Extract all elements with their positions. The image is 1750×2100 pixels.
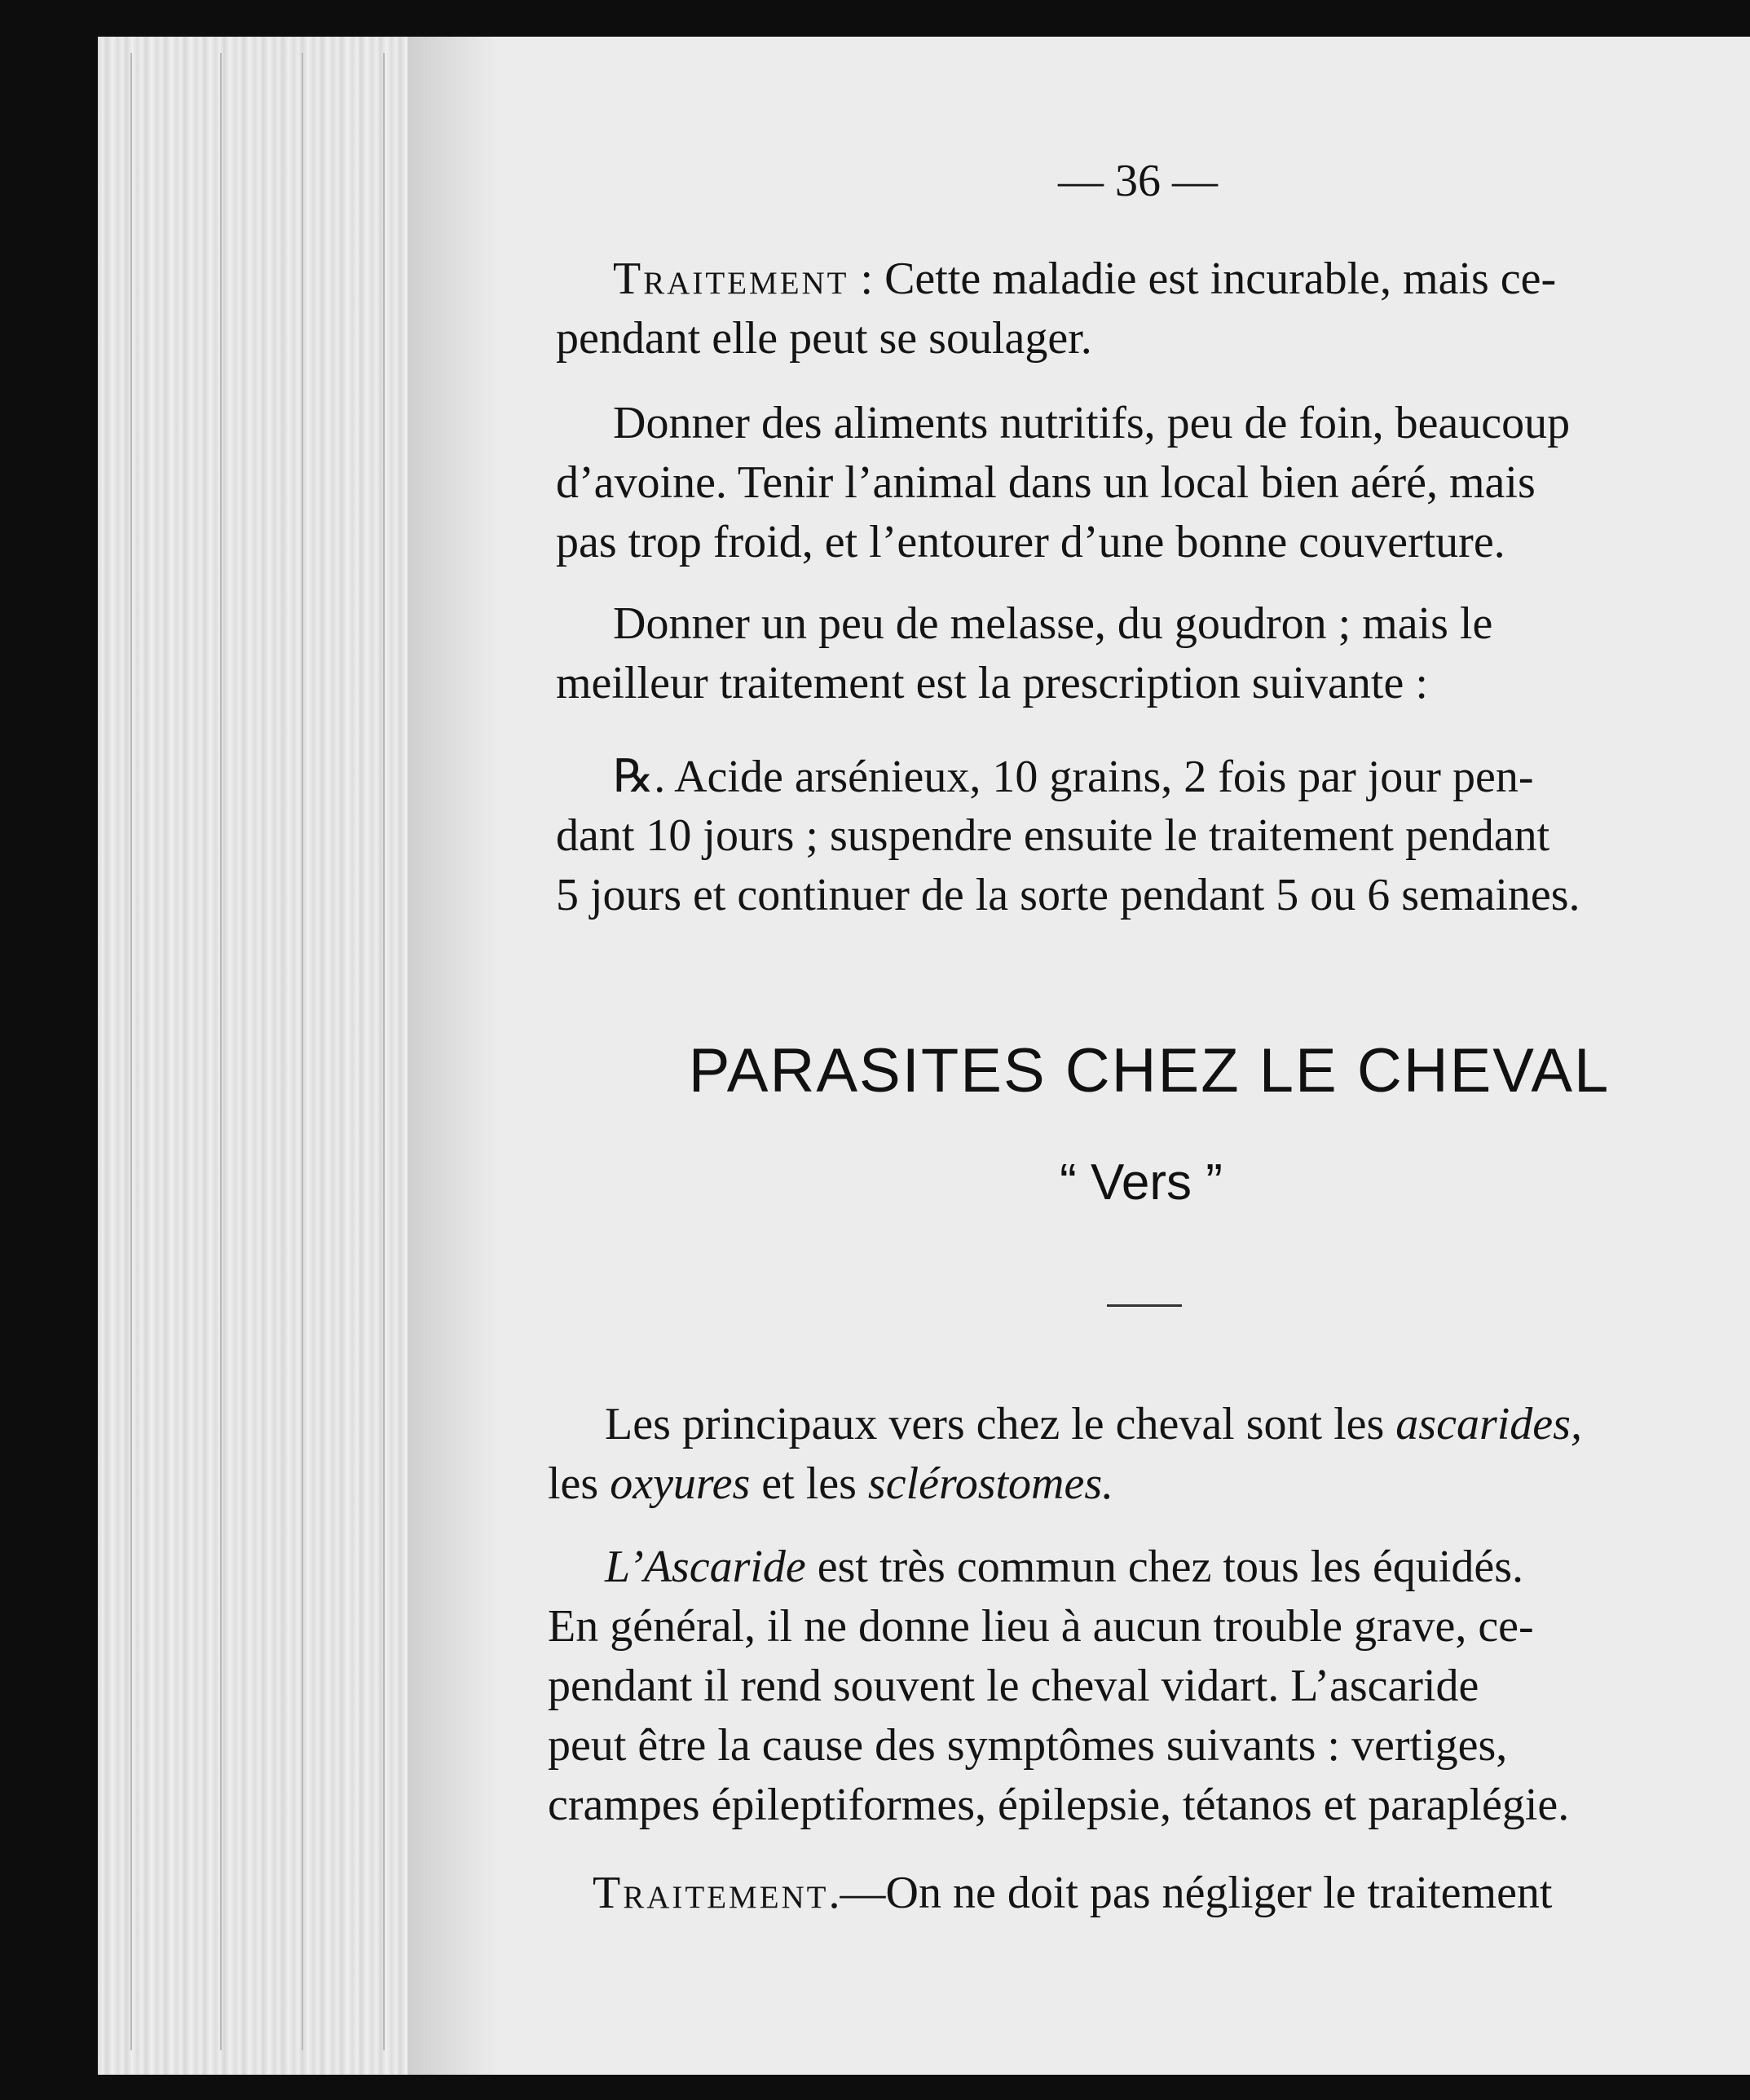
ascaride-line: peut être la cause des symptômes suivants : vertiges, — [548, 1720, 1508, 1771]
ascaride-line: crampes épileptiformes, épilepsie, tétanos et paraplégie. — [548, 1780, 1570, 1830]
prescription-line: 5 jours et continuer de la sorte pendant 5 ou 6 semaines. — [556, 870, 1580, 920]
gutter-shadow — [408, 37, 497, 2075]
treatment-line-1 — [613, 253, 1556, 305]
prescription-line: dant 10 jours ; suspendre ensuite le traitement pendant — [556, 810, 1550, 861]
ascaride-text: est très commun chez tous les équidés. — [805, 1542, 1524, 1592]
intro-text: et les — [750, 1458, 868, 1509]
intro-text: les — [548, 1458, 611, 1509]
page-edges — [98, 37, 416, 2075]
ascaride-line-1 — [605, 1541, 1523, 1593]
paragraph-line: Donner des aliments nutritifs, peu de foin, beaucoup — [613, 398, 1571, 448]
ascaride-line: pendant il rend souvent le cheval vidart. L’ascaride — [548, 1661, 1479, 1711]
treatment-text: : Cette maladie est incurable, mais ce- — [849, 254, 1557, 304]
intro-italic: oxyures — [610, 1458, 751, 1509]
treatment-line-2: pendant elle peut se soulager. — [556, 313, 1092, 364]
page-edge-line — [383, 53, 385, 2050]
page-edge-line — [302, 53, 303, 2050]
prescription-line: ℞. Acide arsénieux, 10 grains, 2 fois par jour pen- — [613, 752, 1534, 802]
divider-rule — [1107, 1304, 1182, 1307]
treatment-2-text: .—On ne doit pas négliger le traitement — [828, 1868, 1553, 1918]
intro-italic: sclérostomes. — [867, 1458, 1114, 1509]
paragraph-line: d’avoine. Tenir l’animal dans un local bien aéré, mais — [556, 457, 1536, 508]
paragraph-line: Donner un peu de melasse, du goudron ; mais le — [613, 598, 1493, 649]
intro-line-1 — [605, 1398, 1582, 1450]
page-number: — 36 — — [1058, 156, 1218, 206]
intro-italic: ascarides, — [1395, 1399, 1582, 1449]
treatment-2-line — [593, 1867, 1552, 1919]
page-edge-line — [220, 53, 222, 2050]
treatment-label: Traitement — [613, 254, 849, 304]
section-subtitle: “ Vers ” — [1060, 1154, 1223, 1211]
paragraph-line: pas trop froid, et l’entourer d’une bonne couverture. — [556, 517, 1505, 567]
ascaride-line: En général, il ne donne lieu à aucun trouble grave, ce- — [548, 1601, 1534, 1652]
section-title: PARASITES CHEZ LE CHEVAL — [688, 1036, 1611, 1105]
paragraph-line: meilleur traitement est la prescription suivante : — [556, 658, 1428, 708]
page-edge-line — [130, 53, 132, 2050]
intro-line-2 — [548, 1458, 1113, 1510]
intro-text: Les principaux vers chez le cheval sont les — [605, 1399, 1396, 1449]
ascaride-italic: L’Ascaride — [605, 1542, 806, 1592]
treatment-2-label: Traitement — [593, 1868, 829, 1918]
